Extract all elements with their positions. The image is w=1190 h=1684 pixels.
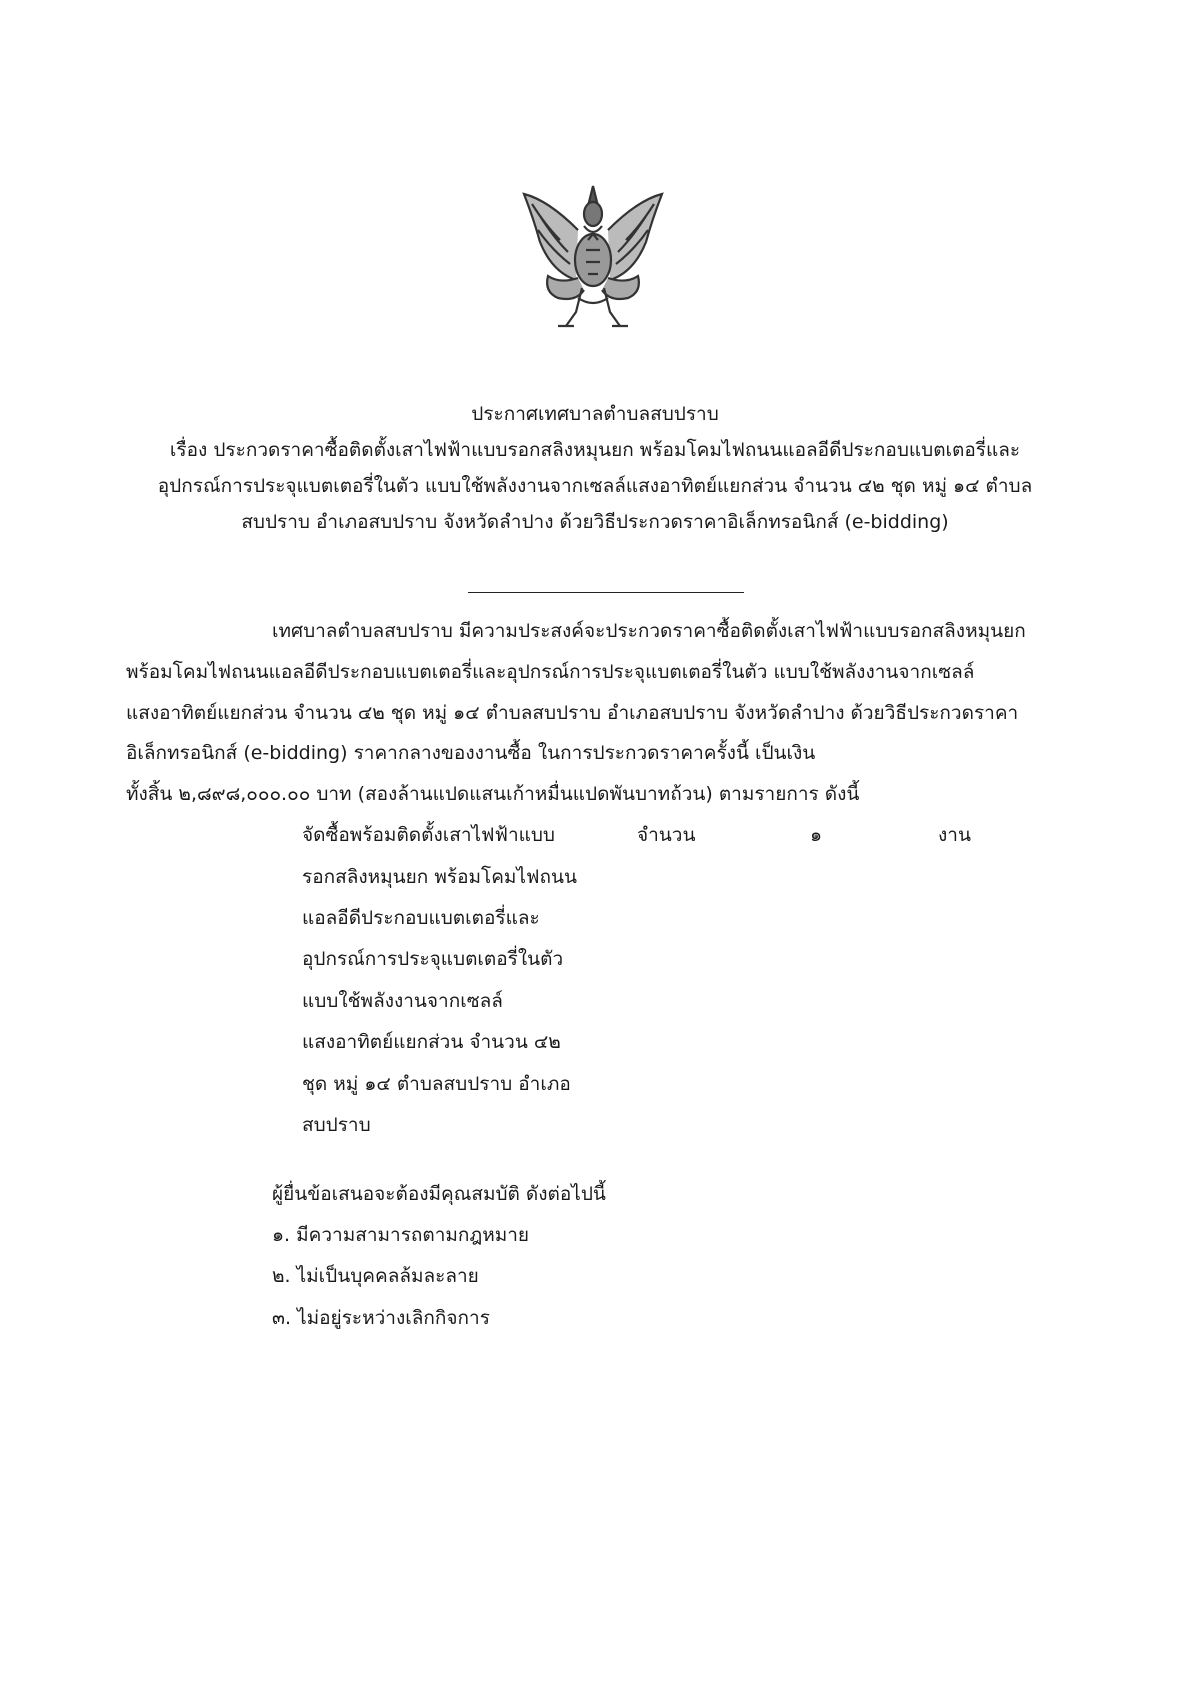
item-description-line: ชุด หมู่ ๑๔ ตำบลสบปราบ อำเภอ [302,1073,571,1095]
qualification-item: ๒. ไม่เป็นบุคคลล้มละลาย [272,1265,479,1287]
title-divider [468,592,744,593]
subject-line: เรื่อง ประกวดราคาซื้อติดตั้งเสาไฟฟ้าแบบรอกสลิงหมุนยก พร้อมโคมไฟถนนแอลอีดีประกอบแบตเตอรี่และ [169,439,1021,461]
subject-line: อุปกรณ์การประจุแบตเตอรี่ในตัว แบบใช้พลังงานจากเซลล์แสงอาทิตย์แยกส่วน จำนวน ๔๒ ชุด หมู่ ๑๔ ตำบล [157,475,1033,497]
subject-line: สบปราบ อำเภอสบปราบ จังหวัดลำปาง ด้วยวิธีประกวดราคาอิเล็กทรอนิกส์ (e-bidding) [241,511,949,533]
item-quantity-label: จำนวน [637,824,696,846]
body-line: แสงอาทิตย์แยกส่วน จำนวน ๔๒ ชุด หมู่ ๑๔ ตำบลสบปราบ อำเภอสบปราบ จังหวัดลำปาง ด้วยวิธีประกวดราคา [126,702,1019,724]
item-description-line: แสงอาทิตย์แยกส่วน จำนวน ๔๒ [302,1031,561,1053]
document-subject [100,432,1090,540]
document-title: ประกาศเทศบาลตำบลสบปราบ [471,403,719,425]
garuda-emblem-icon [518,180,668,335]
body-line: ทั้งสิ้น ๒,๘๙๘,๐๐๐.๐๐ บาท (สองล้านแปดแสนเก้าหมื่นแปดพันบาทถ้วน) ตามรายการ ดังนี้ [126,783,860,805]
item-unit: งาน [938,824,971,846]
item-description-line: รอกสลิงหมุนยก พร้อมโคมไฟถนน [302,866,577,888]
qualification-item: ๓. ไม่อยู่ระหว่างเลิกกิจการ [272,1307,490,1329]
item-description-line: แบบใช้พลังงานจากเซลล์ [302,990,503,1012]
item-description-line: จัดซื้อพร้อมติดตั้งเสาไฟฟ้าแบบ [302,824,555,846]
item-description-line: แอลอีดีประกอบแบตเตอรี่และ [302,907,540,929]
item-quantity: ๑ [810,824,823,846]
item-description-line: อุปกรณ์การประจุแบตเตอรี่ในตัว [302,948,564,970]
item-description-line: สบปราบ [302,1114,371,1136]
qualification-item: ๑. มีความสามารถตามกฎหมาย [272,1224,530,1246]
body-line: พร้อมโคมไฟถนนแอลอีดีประกอบแบตเตอรี่และอุปกรณ์การประจุแบตเตอรี่ในตัว แบบใช้พลังงานจากเซลล์ [126,661,975,683]
body-line: อิเล็กทรอนิกส์ (e-bidding) ราคากลางของงานซื้อ ในการประกวดราคาครั้งนี้ เป็นเงิน [126,742,816,764]
body-line: เทศบาลตำบลสบปราบ มีความประสงค์จะประกวดราคาซื้อติดตั้งเสาไฟฟ้าแบบรอกสลิงหมุนยก [272,620,1026,642]
qualifications-heading: ผู้ยื่นข้อเสนอจะต้องมีคุณสมบัติ ดังต่อไปนี้ [272,1183,606,1205]
